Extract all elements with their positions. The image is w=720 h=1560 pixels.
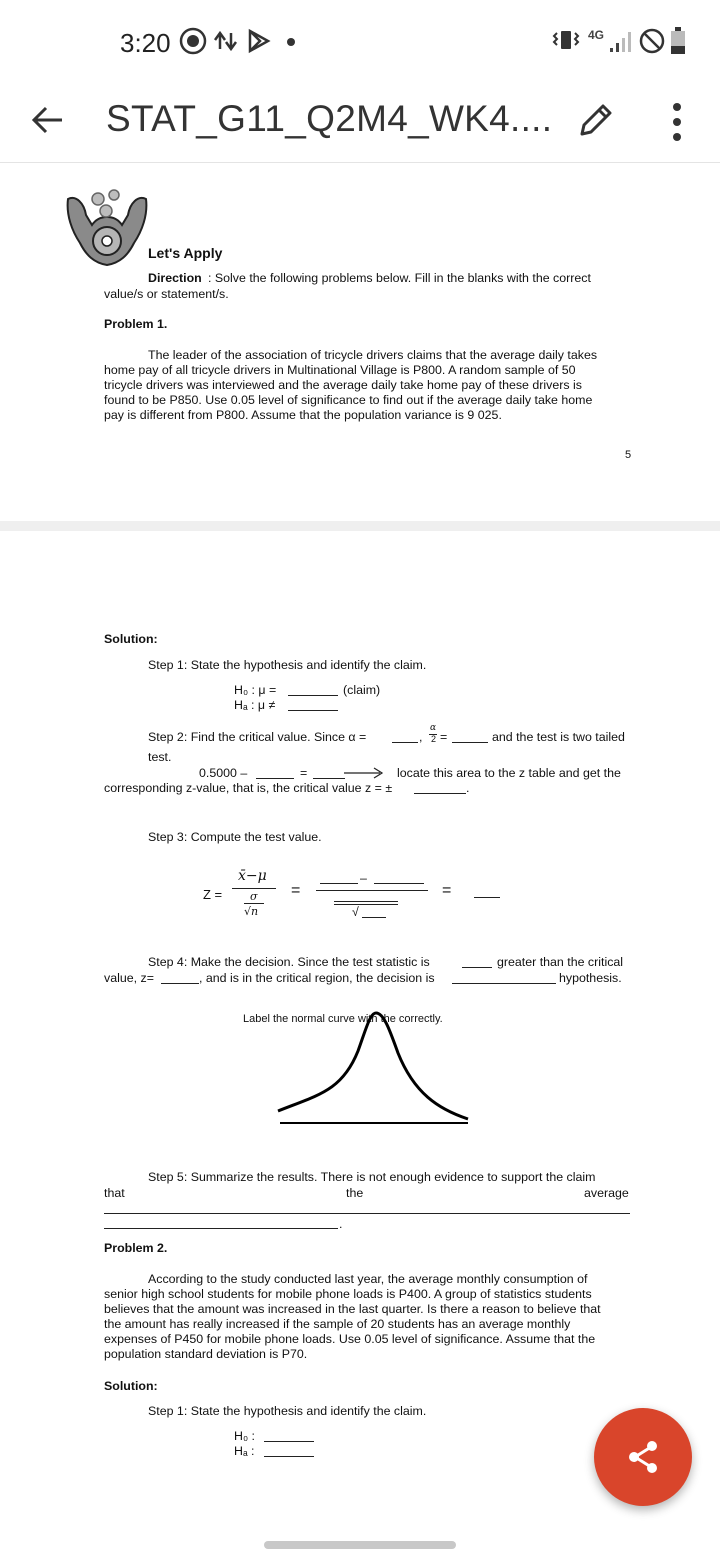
step-4-text-5: hypothesis. (559, 971, 622, 985)
status-bar (0, 0, 720, 82)
back-arrow-icon[interactable] (28, 100, 68, 140)
problem-line: home pay of all tricycle drivers in Multinational Village is P800. A random sample of 50 (104, 363, 576, 377)
document-page-2 (0, 531, 720, 1560)
blank[interactable] (161, 983, 199, 984)
signal-icon (606, 28, 636, 54)
pencil-icon[interactable] (574, 98, 618, 142)
document-page-1 (0, 163, 720, 521)
blank[interactable] (104, 1228, 338, 1229)
step-5-text: Step 5: Summarize the results. There is not enough evidence to support the claim (148, 1170, 596, 1184)
step-2-text-6: corresponding z-value, that is, the critical value z = ± (104, 781, 393, 795)
step-5-that: that (104, 1186, 125, 1200)
blank[interactable] (452, 983, 556, 984)
direction-text: : Solve the following problems below. Fill in the blanks with the correct (208, 271, 591, 285)
blank[interactable] (256, 778, 294, 779)
blank[interactable] (264, 1456, 314, 1457)
blank[interactable] (414, 793, 466, 794)
blank[interactable] (320, 883, 358, 884)
solution-label: Solution: (104, 632, 158, 646)
share-icon (624, 1438, 662, 1476)
step-4-text: Step 4: Make the decision. Since the test statistic is (148, 955, 430, 969)
problem-line: the amount has really increased if the sample of 20 students has an average monthly (104, 1317, 571, 1331)
step-1: Step 1: State the hypothesis and identify the claim. (148, 658, 427, 672)
sqrt-sign: √ (352, 905, 359, 919)
solution-2-label: Solution: (104, 1379, 158, 1393)
comma: , (419, 730, 423, 744)
dot-icon (286, 37, 296, 47)
section-heading: Let's Apply (148, 245, 223, 261)
blank[interactable] (334, 901, 398, 902)
step-2-text: Step 2: Find the critical value. Since α = (148, 730, 367, 744)
page-separator (0, 521, 720, 531)
fraction-bar (316, 890, 428, 891)
blank[interactable] (362, 917, 386, 918)
blank[interactable] (392, 742, 418, 743)
equals-sign: = (440, 730, 448, 744)
problem-1-text (104, 348, 632, 423)
step-2-text-3: test. (148, 750, 172, 764)
upload-icon (212, 27, 240, 55)
equals-sign: = (442, 882, 452, 899)
direction-label: Direction (148, 271, 202, 285)
blank[interactable] (313, 778, 345, 779)
blank[interactable] (462, 967, 492, 968)
problem-line: population standard deviation is P70. (104, 1347, 308, 1361)
record-icon (178, 26, 208, 56)
curve-instruction: Label the normal curve with the correctly. (243, 1013, 443, 1025)
alpha-denominator: 2 (431, 734, 437, 744)
problem-1-title: Problem 1. (104, 317, 168, 331)
share-button[interactable] (594, 1408, 692, 1506)
h0: H₀ : μ = (234, 683, 277, 697)
period: . (466, 781, 470, 795)
step-3: Step 3: Compute the test value. (148, 830, 322, 844)
problem-2-text (104, 1272, 632, 1362)
claim-label: (claim) (343, 683, 381, 697)
blank[interactable] (288, 710, 338, 711)
blank[interactable] (288, 695, 338, 696)
blank[interactable] (264, 1441, 314, 1442)
hands-gear-icon (62, 185, 152, 269)
battery-icon (668, 26, 688, 56)
ha: Hₐ : μ ≠ (234, 698, 276, 712)
sqrt-n: √n (244, 905, 259, 918)
page-number: 5 (625, 449, 632, 461)
problem-line: The leader of the association of tricycle drivers claims that the average daily takes (148, 348, 598, 362)
equals-sign: = (300, 766, 308, 780)
document-title: STAT_G11_Q2M4_WK4.... (106, 98, 553, 139)
blank[interactable] (474, 897, 500, 898)
blank[interactable] (104, 1213, 630, 1214)
fraction-bar (334, 904, 398, 905)
network-type: 4G (588, 28, 605, 42)
step-2-text-5: locate this area to the z table and get the (397, 766, 621, 780)
arrow-right-icon (344, 767, 384, 779)
step-5-the: the (346, 1186, 364, 1200)
app-bar (0, 82, 720, 163)
play-store-icon (246, 28, 272, 54)
step-2-text-4: 0.5000 – (199, 766, 248, 780)
step-2-text-2: and the test is two tailed (492, 730, 625, 744)
step-4-text-4: , and is in the critical region, the decision is (199, 971, 435, 985)
step-1-problem-2: Step 1: State the hypothesis and identify the claim. (148, 1404, 427, 1418)
step-5-average: average (584, 1186, 629, 1200)
problem-line: expenses of P450 for mobile phone loads. Use 0.05 level of significance. Assume that the (104, 1332, 596, 1346)
minus-sign: – (360, 871, 367, 885)
blank[interactable] (374, 883, 424, 884)
direction-text-2: value/s or statement/s. (104, 287, 229, 301)
h0-problem-2: H₀ : (234, 1429, 255, 1443)
sigma: σ (250, 890, 258, 903)
normal-curve-diagram[interactable] (272, 1007, 472, 1129)
more-vert-icon[interactable] (662, 98, 692, 146)
problem-line: pay is different from P800. Assume that the population variance is 9 025. (104, 408, 502, 422)
alpha-numerator: α (430, 723, 437, 733)
problem-line: believes that the amount was increased in the last quarter. Is there a reason to believe that (104, 1302, 601, 1316)
step-4-text-2: greater than the critical (497, 955, 624, 969)
dnd-icon (638, 27, 666, 55)
problem-line: According to the study conducted last year, the average monthly consumption of (148, 1272, 588, 1286)
status-time: 3:20 (120, 28, 171, 58)
problem-line: senior high school students for mobile phone loads is P400. A group of statistics students (104, 1287, 592, 1301)
problem-line: tricycle drivers was interviewed and the average daily take home pay of these drivers is (104, 378, 582, 392)
step-4-text-3: value, z= (104, 971, 154, 985)
equals-sign: = (291, 882, 301, 899)
problem-line: found to be P850. Use 0.05 level of significance to find out if the average daily take home (104, 393, 593, 407)
vibrate-icon (552, 26, 580, 54)
z-label: Z = (203, 887, 223, 902)
z-numerator: x̄−μ (238, 868, 267, 884)
home-indicator[interactable] (264, 1541, 456, 1549)
problem-2-title: Problem 2. (104, 1241, 168, 1255)
ha-problem-2: Hₐ : (234, 1444, 255, 1458)
period: . (339, 1217, 343, 1231)
blank[interactable] (452, 742, 488, 743)
